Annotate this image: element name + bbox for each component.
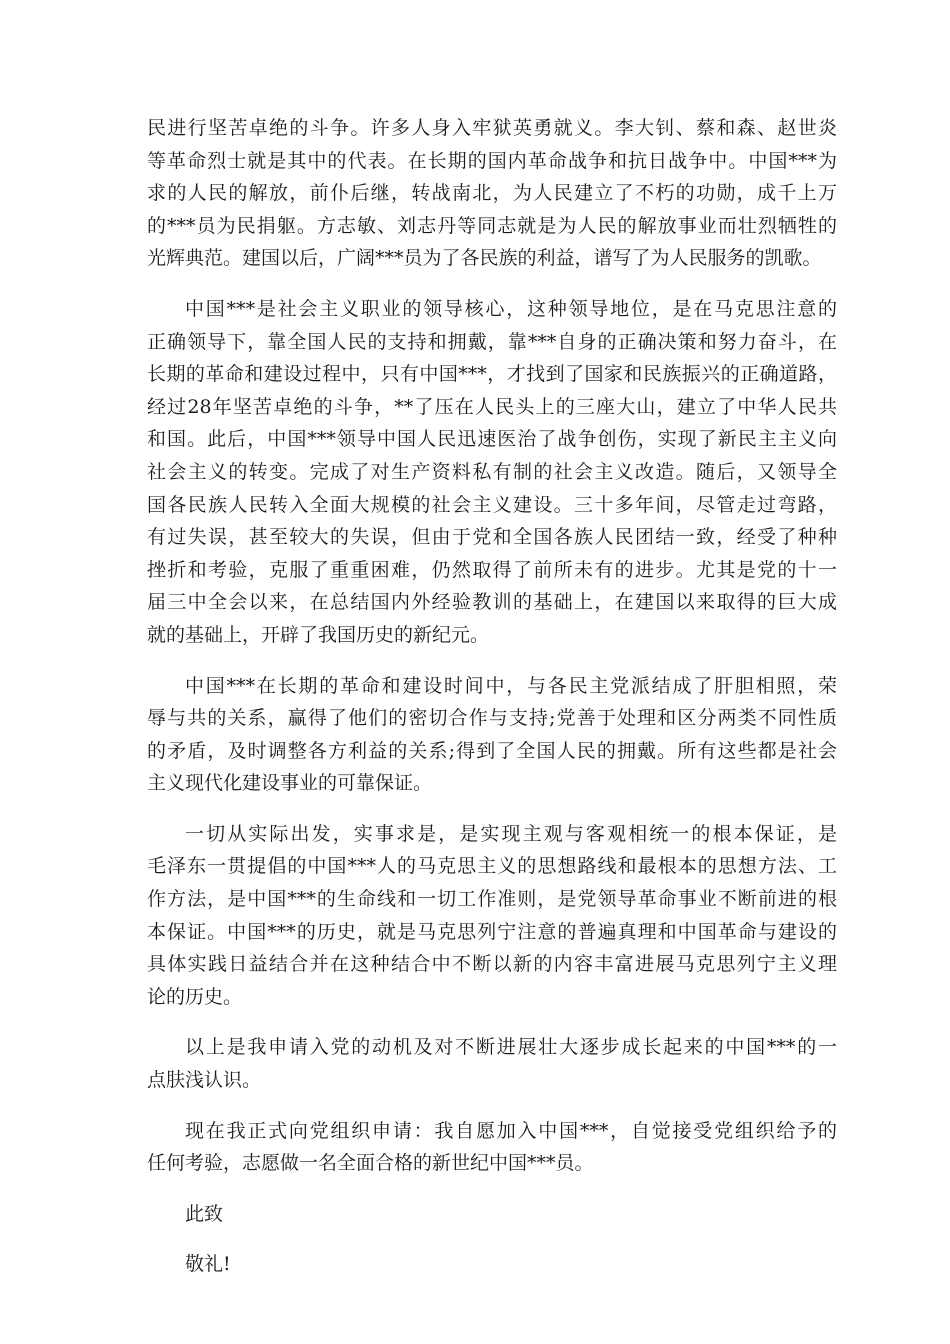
text-line: 和国。此后，中国***领导中国人民迅速医治了战争创伤，实现了新民主主义向 — [147, 428, 837, 451]
text-line: 光辉典范。建国以后，广阔***员为了各民族的利益，谱写了为人民服务的凯歌。 — [147, 247, 822, 270]
text-line: 求的人民的解放，前仆后继，转战南北，为人民建立了不朽的功勋，成千上万 — [147, 182, 837, 205]
text-line: 一切从实际出发，实事求是，是实现主观与客观相统一的根本保证，是 — [185, 822, 837, 845]
paragraph — [147, 818, 837, 1014]
paragraph — [147, 1115, 837, 1180]
paragraph — [147, 1031, 837, 1096]
text-line: 论的历史。 — [147, 985, 243, 1008]
text-line: 辱与共的关系，赢得了他们的密切合作与支持;党善于处理和区分两类不同性质 — [147, 707, 837, 730]
text-line: 民进行坚苦卓绝的斗争。许多人身入牢狱英勇就义。李大钊、蔡和森、赵世炎 — [147, 117, 837, 139]
letter-body — [147, 112, 837, 1299]
paragraph — [147, 112, 837, 275]
text-line: 毛泽东一贯提倡的中国***人的马克思主义的思想路线和最根本的思想方法、工 — [147, 855, 837, 878]
text-line: 作方法，是中国***的生命线和一切工作准则，是党领导革命事业不断前进的根 — [147, 888, 837, 911]
text-line: 中国***是社会主义职业的领导核心，这种领导地位，是在马克思注意的 — [185, 297, 837, 320]
text-line: 本保证。中国***的历史，就是马克思列宁注意的普遍真理和中国革命与建设的 — [147, 920, 837, 943]
text-line: 以上是我申请入党的动机及对不断进展壮大逐步成长起来的中国***的一 — [185, 1036, 837, 1059]
text-line: 点肤浅认识。 — [147, 1069, 262, 1092]
paragraph — [147, 293, 837, 652]
text-line: 正确领导下，靠全国人民的支持和拥戴，靠***自身的正确决策和努力奋斗，在 — [147, 330, 837, 353]
text-line: 中国***在长期的革命和建设时间中，与各民主党派结成了肝胆相照，荣 — [185, 674, 837, 697]
text-line: 任何考验，志愿做一名全面合格的新世纪中国***员。 — [147, 1152, 594, 1175]
paragraph — [147, 670, 837, 800]
text-line: 长期的革命和建设过程中，只有中国***，才找到了国家和民族振兴的正确道路， — [147, 363, 837, 386]
text-line: 有过失误，甚至较大的失误，但由于党和全国各族人民团结一致，经受了种种 — [147, 526, 837, 549]
text-line: 等革命烈士就是其中的代表。在长期的国内革命战争和抗日战争中。中国***为 — [147, 149, 837, 172]
closing-regards: 敬礼! — [185, 1253, 231, 1276]
paragraph-list — [147, 112, 837, 1180]
text-line: 的***员为民捐躯。方志敏、刘志丹等同志就是为人民的解放事业而壮烈牺牲的 — [147, 214, 837, 237]
text-line: 社会主义的转变。完成了对生产资料私有制的社会主义改造。随后，又领导全 — [147, 460, 837, 483]
closing-salutation: 此致 — [185, 1202, 224, 1225]
text-line: 经过28年坚苦卓绝的斗争，**了压在人民头上的三座大山，建立了中华人民共 — [147, 395, 837, 418]
text-line: 现在我正式向党组织申请：我自愿加入中国***，自觉接受党组织给予的 — [185, 1119, 837, 1142]
text-line: 就的基础上，开辟了我国历史的新纪元。 — [147, 623, 490, 646]
text-line: 挫折和考验，克服了重重困难，仍然取得了前所未有的进步。尤其是党的十一 — [147, 558, 837, 581]
text-line: 的矛盾，及时调整各方利益的关系;得到了全国人民的拥戴。所有这些都是社会 — [147, 739, 837, 762]
text-line: 届三中全会以来，在总结国内外经验教训的基础上，在建国以来取得的巨大成 — [147, 591, 837, 614]
text-line: 国各民族人民转入全面大规模的社会主义建设。三十多年间，尽管走过弯路， — [147, 493, 837, 516]
text-line: 主义现代化建设事业的可靠保证。 — [147, 772, 433, 795]
text-line: 具体实践日益结合并在这种结合中不断以新的内容丰富进展马克思列宁主义理 — [147, 953, 837, 976]
